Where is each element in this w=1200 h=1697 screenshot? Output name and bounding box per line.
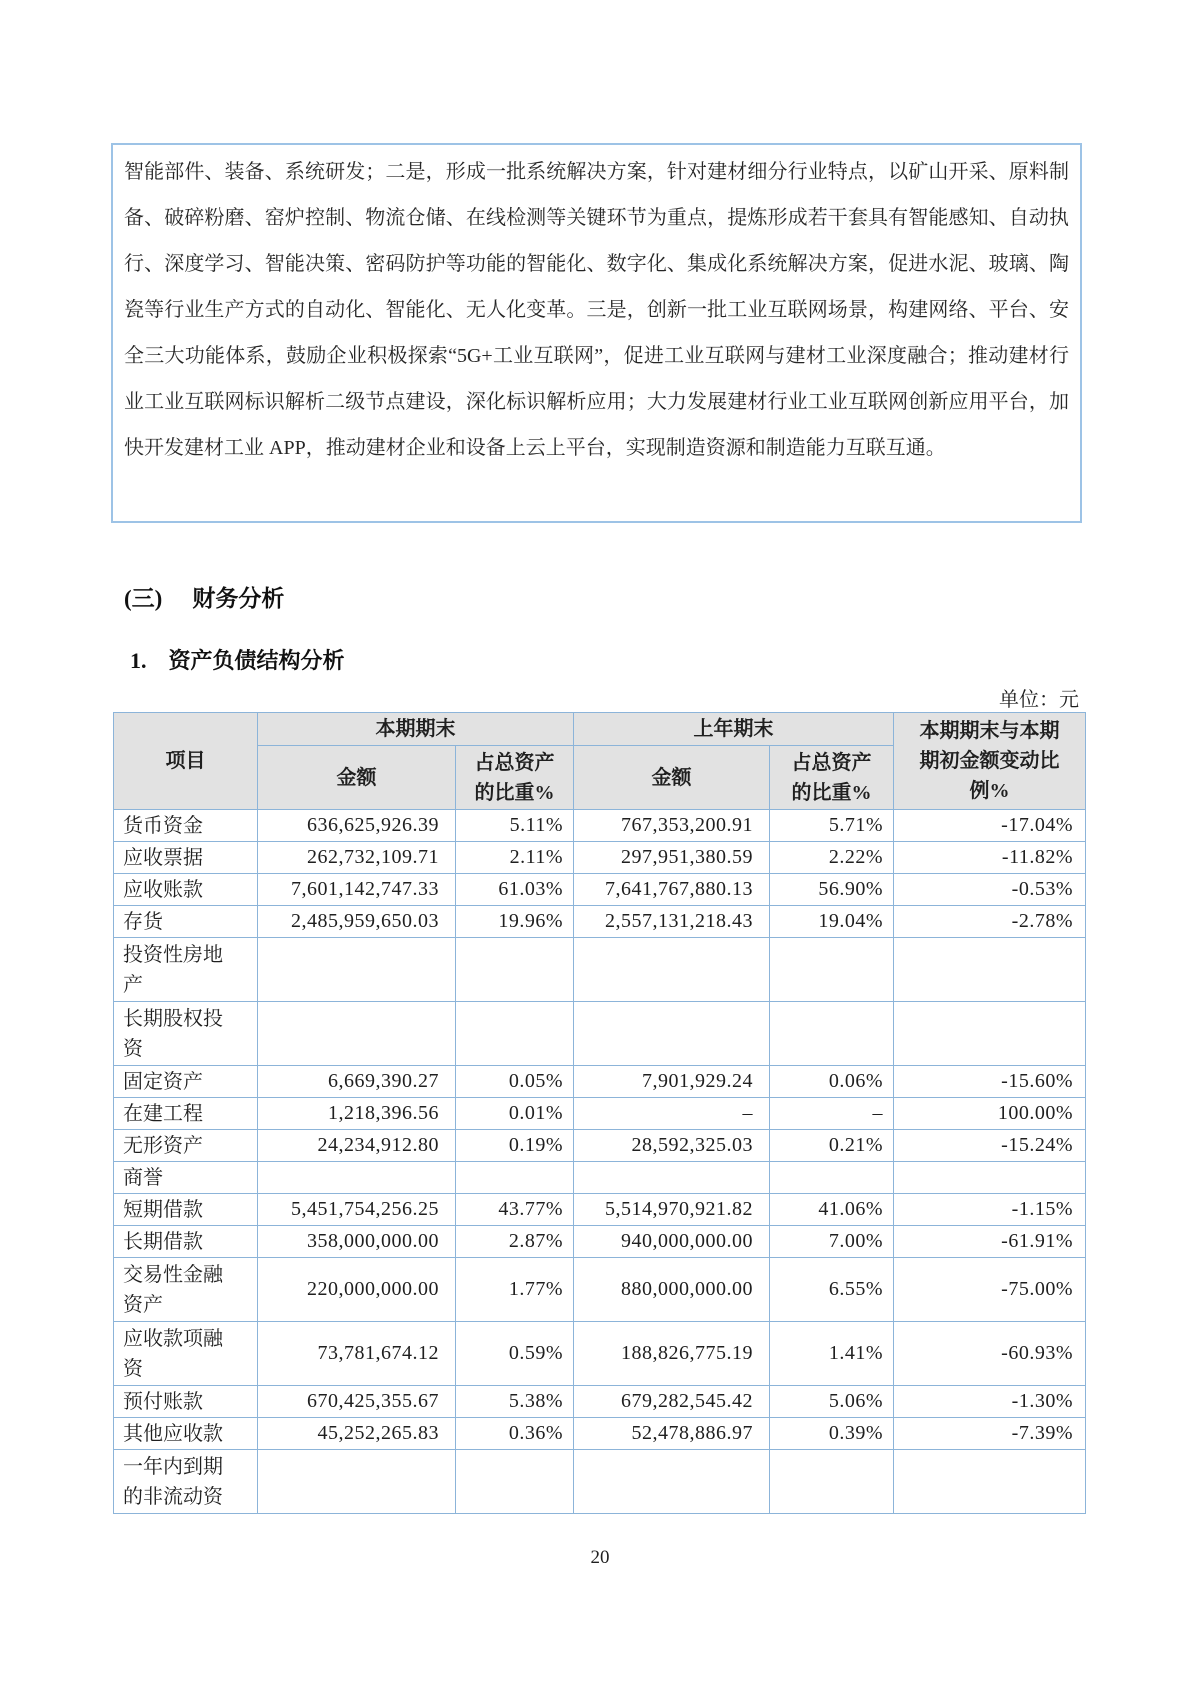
previous-ratio-cell [770, 938, 894, 1002]
previous-ratio-cell: 0.21% [770, 1130, 894, 1162]
previous-amount-cell: 5,514,970,921.82 [574, 1194, 770, 1226]
previous-amount-cell: 767,353,200.91 [574, 810, 770, 842]
current-ratio-cell [456, 1162, 574, 1194]
header-prior-ratio [770, 746, 894, 810]
table-row [114, 1418, 1086, 1450]
table-row [114, 810, 1086, 842]
table-row [114, 1066, 1086, 1098]
item-cell: 在建工程 [114, 1098, 258, 1130]
page-number: 20 [590, 1547, 610, 1568]
table-row [114, 842, 1086, 874]
current-amount-cell: 1,218,396.56 [258, 1098, 456, 1130]
current-ratio-cell: 61.03% [456, 874, 574, 906]
section-heading [124, 580, 284, 613]
header-change [894, 713, 1086, 810]
policy-paragraph-box [111, 143, 1082, 523]
change-cell: -1.30% [894, 1386, 1086, 1418]
previous-amount-cell: 7,641,767,880.13 [574, 874, 770, 906]
section-title: 财务分析 [192, 586, 285, 611]
previous-amount-cell: 880,000,000.00 [574, 1258, 770, 1322]
item-cell: 投资性房地产 [114, 938, 258, 1002]
previous-amount-cell [574, 1162, 770, 1194]
previous-ratio-cell: 19.04% [770, 906, 894, 938]
previous-amount-cell: 52,478,886.97 [574, 1418, 770, 1450]
previous-amount-cell: 7,901,929.24 [574, 1066, 770, 1098]
item-cell: 预付账款 [114, 1386, 258, 1418]
table-row [114, 1194, 1086, 1226]
previous-ratio-cell: 6.55% [770, 1258, 894, 1322]
previous-amount-cell [574, 938, 770, 1002]
change-cell: -1.15% [894, 1194, 1086, 1226]
table-row [114, 1130, 1086, 1162]
table-row [114, 1450, 1086, 1514]
item-cell: 应收账款 [114, 874, 258, 906]
previous-amount-cell [574, 1002, 770, 1066]
item-cell: 交易性金融资产 [114, 1258, 258, 1322]
current-ratio-cell [456, 1002, 574, 1066]
sub-heading [130, 644, 345, 675]
previous-ratio-cell: 56.90% [770, 874, 894, 906]
current-ratio-cell: 1.77% [456, 1258, 574, 1322]
current-ratio-cell [456, 938, 574, 1002]
change-cell: -7.39% [894, 1418, 1086, 1450]
previous-amount-cell: 28,592,325.03 [574, 1130, 770, 1162]
change-cell: -15.24% [894, 1130, 1086, 1162]
change-cell [894, 1002, 1086, 1066]
previous-ratio-cell: 0.39% [770, 1418, 894, 1450]
table-row [114, 1386, 1086, 1418]
previous-ratio-cell: 1.41% [770, 1322, 894, 1386]
previous-amount-cell: – [574, 1098, 770, 1130]
header-prior-period: 上年期末 [574, 713, 894, 746]
table-header-row-1 [114, 713, 1086, 746]
change-cell: -61.91% [894, 1226, 1086, 1258]
current-amount-cell [258, 1162, 456, 1194]
header-current-amount: 金额 [258, 746, 456, 810]
previous-ratio-cell: 41.06% [770, 1194, 894, 1226]
section-number: (三) [124, 586, 163, 611]
table-row [114, 1162, 1086, 1194]
header-current-ratio-label: 占总资产的比重% [474, 751, 555, 804]
table-row [114, 1002, 1086, 1066]
current-amount-cell [258, 1002, 456, 1066]
balance-sheet-table [113, 712, 1086, 1514]
change-cell: -17.04% [894, 810, 1086, 842]
change-cell: -11.82% [894, 842, 1086, 874]
current-amount-cell: 358,000,000.00 [258, 1226, 456, 1258]
change-cell: -2.78% [894, 906, 1086, 938]
header-current-period: 本期期末 [258, 713, 574, 746]
previous-ratio-cell [770, 1002, 894, 1066]
header-change-label: 本期期末与本期期初金额变动比例% [919, 720, 1060, 802]
policy-paragraph: 智能部件、装备、系统研发；二是，形成一批系统解决方案，针对建材细分行业特点，以矿山开采、原料制备、破碎粉磨、窑炉控制、物流仓储、在线检测等关键环节为重点，提炼形成若干套具有智能感知、自动执行、深度学习、智能决策、密码防护等功能的智能化、数字化、集成化系统解决方案，促进水泥、玻璃、陶瓷等行业生产方式的自动化、智能化、无人化变革。三是，创新一批工业互联网场景，构建网络、平台、安全三大功能体系，鼓励企业积极探索“5G+工业互联网”，促进工业互联网与建材工业深度融合；推动建材行业工业互联网标识解析二级节点建设，深化标识解析应用；大力发展建材行业工业互联网创新应用平台，加快开发建材工业 APP，推动建材企业和设备上云上平台，实现制造资源和制造能力互联互通。 [124, 161, 1069, 459]
current-ratio-cell: 2.11% [456, 842, 574, 874]
header-current-ratio [456, 746, 574, 810]
current-amount-cell: 670,425,355.67 [258, 1386, 456, 1418]
previous-ratio-cell: – [770, 1098, 894, 1130]
sub-heading-number: 1. [130, 648, 147, 673]
current-amount-cell [258, 1450, 456, 1514]
current-amount-cell: 5,451,754,256.25 [258, 1194, 456, 1226]
previous-ratio-cell: 0.06% [770, 1066, 894, 1098]
table-row [114, 1258, 1086, 1322]
table-row [114, 1098, 1086, 1130]
previous-amount-cell: 2,557,131,218.43 [574, 906, 770, 938]
change-cell [894, 1162, 1086, 1194]
current-ratio-cell: 5.11% [456, 810, 574, 842]
current-ratio-cell [456, 1450, 574, 1514]
current-ratio-cell: 19.96% [456, 906, 574, 938]
previous-ratio-cell [770, 1450, 894, 1514]
item-cell: 无形资产 [114, 1130, 258, 1162]
current-ratio-cell: 0.05% [456, 1066, 574, 1098]
previous-amount-cell: 188,826,775.19 [574, 1322, 770, 1386]
header-prior-ratio-label: 占总资产的比重% [791, 751, 872, 804]
previous-ratio-cell [770, 1162, 894, 1194]
previous-ratio-cell: 7.00% [770, 1226, 894, 1258]
change-cell: -15.60% [894, 1066, 1086, 1098]
previous-amount-cell: 940,000,000.00 [574, 1226, 770, 1258]
unit-label: 单位：元 [999, 689, 1079, 711]
table-row [114, 1322, 1086, 1386]
sub-heading-title: 资产负债结构分析 [168, 648, 345, 673]
item-cell: 存货 [114, 906, 258, 938]
table-row [114, 1226, 1086, 1258]
previous-ratio-cell: 5.06% [770, 1386, 894, 1418]
change-cell: -0.53% [894, 874, 1086, 906]
current-amount-cell: 7,601,142,747.33 [258, 874, 456, 906]
change-cell: -75.00% [894, 1258, 1086, 1322]
item-cell: 应收票据 [114, 842, 258, 874]
previous-amount-cell: 297,951,380.59 [574, 842, 770, 874]
current-amount-cell: 636,625,926.39 [258, 810, 456, 842]
previous-amount-cell: 679,282,545.42 [574, 1386, 770, 1418]
item-cell: 长期借款 [114, 1226, 258, 1258]
item-cell: 一年内到期的非流动资 [114, 1450, 258, 1514]
previous-amount-cell [574, 1450, 770, 1514]
change-cell: 100.00% [894, 1098, 1086, 1130]
current-amount-cell: 24,234,912.80 [258, 1130, 456, 1162]
current-amount-cell: 45,252,265.83 [258, 1418, 456, 1450]
table-row [114, 938, 1086, 1002]
item-cell: 固定资产 [114, 1066, 258, 1098]
current-ratio-cell: 0.36% [456, 1418, 574, 1450]
item-cell: 商誉 [114, 1162, 258, 1194]
current-amount-cell [258, 938, 456, 1002]
previous-ratio-cell: 5.71% [770, 810, 894, 842]
current-ratio-cell: 43.77% [456, 1194, 574, 1226]
current-amount-cell: 2,485,959,650.03 [258, 906, 456, 938]
header-prior-amount: 金额 [574, 746, 770, 810]
current-amount-cell: 220,000,000.00 [258, 1258, 456, 1322]
item-cell: 长期股权投资 [114, 1002, 258, 1066]
change-cell: -60.93% [894, 1322, 1086, 1386]
change-cell [894, 938, 1086, 1002]
current-ratio-cell: 2.87% [456, 1226, 574, 1258]
current-amount-cell: 73,781,674.12 [258, 1322, 456, 1386]
current-ratio-cell: 0.59% [456, 1322, 574, 1386]
item-cell: 其他应收款 [114, 1418, 258, 1450]
current-ratio-cell: 0.19% [456, 1130, 574, 1162]
table-row [114, 874, 1086, 906]
header-item: 项目 [114, 713, 258, 810]
current-amount-cell: 262,732,109.71 [258, 842, 456, 874]
table-row [114, 906, 1086, 938]
current-amount-cell: 6,669,390.27 [258, 1066, 456, 1098]
previous-ratio-cell: 2.22% [770, 842, 894, 874]
item-cell: 应收款项融资 [114, 1322, 258, 1386]
current-ratio-cell: 0.01% [456, 1098, 574, 1130]
item-cell: 短期借款 [114, 1194, 258, 1226]
current-ratio-cell: 5.38% [456, 1386, 574, 1418]
change-cell [894, 1450, 1086, 1514]
item-cell: 货币资金 [114, 810, 258, 842]
